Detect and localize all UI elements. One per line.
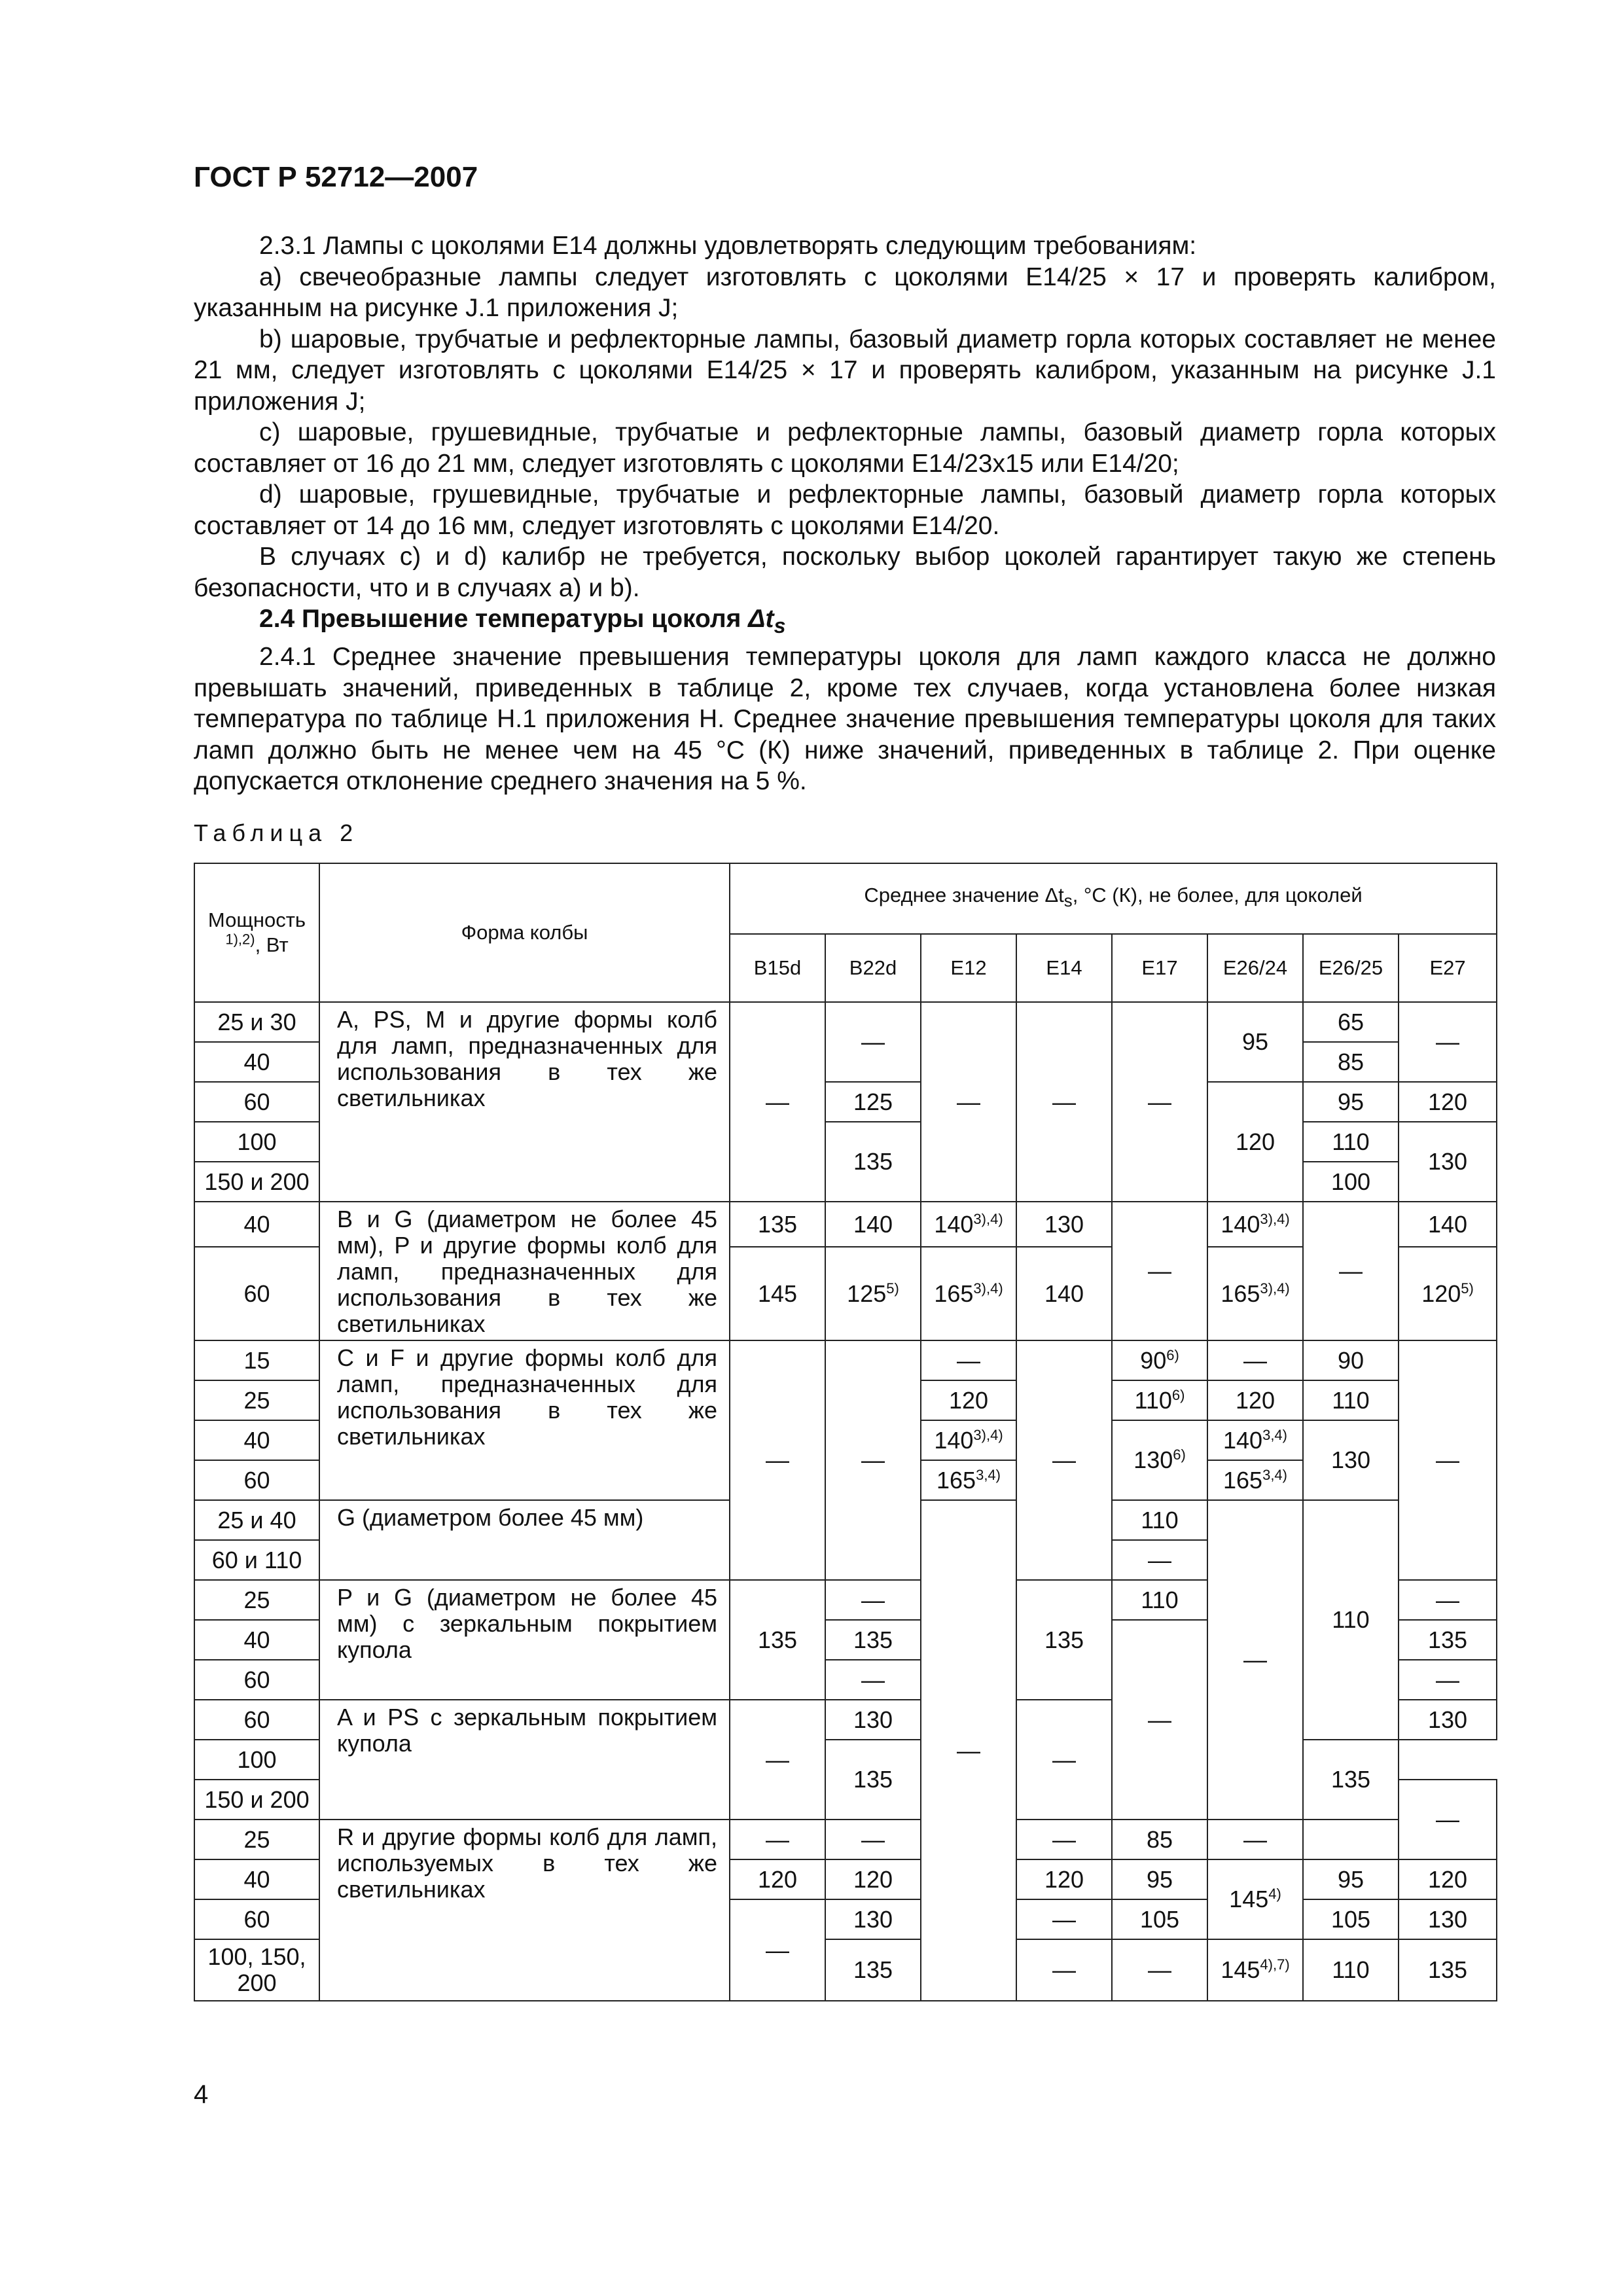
power-cell: 60 [194, 1082, 319, 1122]
table-2 [194, 863, 1497, 2001]
value-cell: — [1016, 1820, 1112, 1859]
value-cell: 135 [825, 1740, 921, 1820]
value-cell: — [730, 1340, 825, 1580]
value-cell: 165$^{3,4)}$ [1207, 1460, 1303, 1500]
power-cell: 25 и 40 [194, 1500, 319, 1540]
value-cell: — [1207, 1820, 1303, 1859]
form-cell: C и F и другие формы колб для ламп, предназначенных для использования в тех же светильниках [319, 1340, 730, 1500]
value-cell: — [1016, 1899, 1112, 1939]
value-cell: 130 [825, 1899, 921, 1939]
value-cell: — [1303, 1202, 1399, 1340]
value-cell: 120 [730, 1859, 825, 1899]
value-cell: — [730, 1002, 825, 1202]
value-cell: 135 [1399, 1939, 1497, 2001]
value-cell: — [921, 1002, 1016, 1202]
value-cell: 135 [1303, 1740, 1399, 1820]
paragraph-2-3-1: 2.3.1 Лампы с цоколями E14 должны удовлетворять следующим требованиям: [259, 232, 1197, 260]
value-cell: — [1112, 1620, 1207, 1820]
value-cell: 130 [1399, 1122, 1497, 1202]
paragraph-2-4-1: 2.4.1 Среднее значение превышения температуры цоколя для ламп каждого класса не должно превышать значений, приведенных в таблице 2, кроме тех случаев, когда установлена более низкая температура по таблице H.1 приложения H. Среднее значение превышения температуры цоколя для таких ламп должно быть не менее чем на 45 °С (К) ниже значений, приведенных в таблице 2. При оценке допускается отклонение среднего значения на 5 %. [194, 643, 1496, 796]
power-cell: 100 [194, 1740, 319, 1780]
value-cell: 135 [825, 1122, 921, 1202]
value-cell: 140 [825, 1202, 921, 1247]
power-cell: 60 [194, 1700, 319, 1740]
power-cell: 60 [194, 1460, 319, 1500]
value-cell: 65 [1303, 1002, 1399, 1042]
value-cell: — [1016, 1002, 1112, 1202]
value-cell: — [1112, 1939, 1207, 2001]
power-cell: 40 [194, 1859, 319, 1899]
value-cell: 135 [1016, 1580, 1112, 1700]
value-cell: $165^{3),4)}$ [921, 1247, 1016, 1340]
value-cell: 165$^{3,4)}$ [921, 1460, 1016, 1500]
value-cell: 105 [1303, 1899, 1399, 1939]
power-cell: 25 [194, 1580, 319, 1620]
value-cell: 95 [1207, 1002, 1303, 1082]
power-cell: 60 [194, 1899, 319, 1939]
value-cell: 120 [825, 1859, 921, 1899]
value-cell: $140^{3),4)}$ [921, 1420, 1016, 1460]
header-power: Мощность $^{1),2)}$, Вт [194, 863, 319, 1002]
value-cell: 135 [825, 1620, 921, 1660]
value-cell: 120$^{5)}$ [1399, 1247, 1497, 1340]
body-text [194, 230, 1496, 797]
value-cell: 95 [1303, 1082, 1399, 1122]
value-cell: $165^{3),4)}$ [1207, 1247, 1303, 1340]
header-base: E12 [921, 934, 1016, 1002]
value-cell: — [1399, 1340, 1497, 1580]
power-cell: 25 [194, 1380, 319, 1420]
table-row [194, 1820, 1497, 1859]
form-cell: B и G (диаметром не более 45 мм), P и другие формы колб для ламп, предназначенных для использования в тех же светильниках [319, 1202, 730, 1340]
header-base: B22d [825, 934, 921, 1002]
value-cell: — [1016, 1340, 1112, 1580]
power-cell: 15 [194, 1340, 319, 1380]
value-cell: 145$^{4)}$ [1207, 1859, 1303, 1939]
value-cell: — [921, 1500, 1016, 2001]
power-cell: 40 [194, 1202, 319, 1247]
value-cell: $140^{3),4)}$ [921, 1202, 1016, 1247]
table-caption: Таблица 2 [194, 819, 359, 846]
power-cell: 25 и 30 [194, 1002, 319, 1042]
value-cell: 145 [730, 1247, 825, 1340]
value-cell: 140 [1399, 1202, 1497, 1247]
value-cell: 85 [1112, 1820, 1207, 1859]
value-cell: $140^{3),4)}$ [1207, 1202, 1303, 1247]
value-cell: — [825, 1002, 921, 1082]
value-cell: — [730, 1899, 825, 2001]
value-cell: — [825, 1820, 921, 1859]
value-cell: 120 [1207, 1082, 1303, 1202]
table-row [194, 1002, 1497, 1042]
value-cell: 110 [1303, 1122, 1399, 1162]
power-cell: 25 [194, 1820, 319, 1859]
value-cell: 110 [1112, 1580, 1207, 1620]
value-cell: — [825, 1660, 921, 1700]
value-cell: 140$^{3,4)}$ [1207, 1420, 1303, 1460]
header-base: E14 [1016, 934, 1112, 1002]
value-cell: 130$^{6)}$ [1112, 1420, 1207, 1500]
value-cell: 120 [1399, 1082, 1497, 1122]
value-cell: 135 [730, 1580, 825, 1700]
value-cell: 100 [1303, 1162, 1399, 1202]
value-cell: 130 [1399, 1700, 1497, 1740]
value-cell: 110 [1303, 1500, 1399, 1740]
paragraph-note: В случаях c) и d) калибр не требуется, поскольку выбор цоколей гарантирует такую же степень безопасности, что и в случаях a) и b). [194, 543, 1496, 602]
value-cell: — [1016, 1700, 1112, 1820]
form-cell: R и другие формы колб для ламп, используемых в тех же светильниках [319, 1820, 730, 2001]
power-cell: 40 [194, 1042, 319, 1082]
power-cell: 150 и 200 [194, 1162, 319, 1202]
power-cell: 60 [194, 1247, 319, 1340]
header-base: E26/24 [1207, 934, 1303, 1002]
value-cell: 125$^{5)}$ [825, 1247, 921, 1340]
table-row [194, 1340, 1497, 1380]
value-cell: — [825, 1340, 921, 1580]
header-base: B15d [730, 934, 825, 1002]
value-cell: — [1399, 1002, 1497, 1082]
document-header: ГОСТ Р 52712—2007 [194, 161, 478, 193]
value-cell: — [730, 1700, 825, 1820]
value-cell: 90 [1303, 1340, 1399, 1380]
form-cell: P и G (диаметром не более 45 мм) с зеркальным покрытием купола [319, 1580, 730, 1700]
value-cell: 95 [1112, 1859, 1207, 1899]
form-cell: A, PS, M и другие формы колб для ламп, предназначенных для использования в тех же светильниках [319, 1002, 730, 1202]
value-cell: 110 [1112, 1500, 1207, 1540]
power-cell: 100, 150, 200 [194, 1939, 319, 2001]
value-cell: 135 [1399, 1620, 1497, 1660]
section-heading-2-4: 2.4 Превышение температуры цоколя $\Delta t_s$ [259, 605, 786, 637]
page-number: 4 [194, 2080, 209, 2109]
value-cell: 120 [921, 1380, 1016, 1420]
item-b: b) шаровые, трубчатые и рефлекторные лампы, базовый диаметр горла которых составляет не менее 21 мм, следует изготовлять с цоколями E14/25 × 17 и проверять калибром, указанным на рисунке J.1 приложения J; [194, 325, 1496, 416]
value-cell: 120 [1016, 1859, 1112, 1899]
power-cell: 60 и 110 [194, 1540, 319, 1580]
value-cell: — [1112, 1202, 1207, 1340]
value-cell: — [1016, 1939, 1112, 2001]
value-cell: — [1112, 1002, 1207, 1202]
value-cell: — [1207, 1340, 1303, 1380]
value-cell: $145^{4),7)}$ [1207, 1939, 1303, 2001]
value-cell: — [730, 1820, 825, 1859]
value-cell: 135 [825, 1939, 921, 2001]
value-cell: — [1399, 1580, 1497, 1620]
value-cell: 90$^{6)}$ [1112, 1340, 1207, 1380]
header-base: E17 [1112, 934, 1207, 1002]
value-cell: 130 [1399, 1899, 1497, 1939]
header-form: Форма колбы [319, 863, 730, 1002]
power-cell: 60 [194, 1660, 319, 1700]
delta-ts-symbol: $\Delta t_s$ [748, 605, 786, 637]
power-cell: 40 [194, 1420, 319, 1460]
value-cell: 95 [1303, 1859, 1399, 1899]
item-c: c) шаровые, грушевидные, трубчатые и рефлекторные лампы, базовый диаметр горла которых составляет от 16 до 21 мм, следует изготовлять с цоколями E14/23x15 или E14/20; [194, 418, 1496, 478]
value-cell: 110$^{6)}$ [1112, 1380, 1207, 1420]
value-cell: — [921, 1340, 1016, 1380]
value-cell: 140 [1016, 1247, 1112, 1340]
table-row [194, 1202, 1497, 1247]
value-cell: — [1399, 1780, 1497, 1859]
value-cell: — [1207, 1500, 1303, 1820]
power-cell: 40 [194, 1620, 319, 1660]
power-cell: 150 и 200 [194, 1780, 319, 1820]
value-cell: 130 [825, 1700, 921, 1740]
value-cell: 125 [825, 1082, 921, 1122]
value-cell: 110 [1303, 1380, 1399, 1420]
value-cell: 120 [1207, 1380, 1303, 1420]
header-base: E27 [1399, 934, 1497, 1002]
value-cell: — [1399, 1660, 1497, 1700]
header-avg-value: Среднее значение $\Delta t_s$, °С (К), не более, для цоколей [730, 863, 1497, 934]
value-cell: 135 [730, 1202, 825, 1247]
value-cell: 85 [1303, 1042, 1399, 1082]
power-cell: 100 [194, 1122, 319, 1162]
form-cell: A и PS с зеркальным покрытием купола [319, 1700, 730, 1820]
header-base: E26/25 [1303, 934, 1399, 1002]
value-cell: — [825, 1580, 921, 1620]
value-cell: 130 [1303, 1420, 1399, 1500]
item-d: d) шаровые, грушевидные, трубчатые и рефлекторные лампы, базовый диаметр горла которых составляет от 14 до 16 мм, следует изготовлять с цоколями E14/20. [194, 480, 1496, 540]
item-a: a) свечеобразные лампы следует изготовлять с цоколями E14/25 × 17 и проверять калибром, указанным на рисунке J.1 приложения J; [194, 262, 1496, 322]
value-cell: — [1112, 1540, 1207, 1580]
value-cell: 130 [1016, 1202, 1112, 1247]
value-cell: 105 [1112, 1899, 1207, 1939]
form-cell: G (диаметром более 45 мм) [319, 1500, 730, 1580]
value-cell: 120 [1399, 1859, 1497, 1899]
value-cell: 110 [1303, 1939, 1399, 2001]
